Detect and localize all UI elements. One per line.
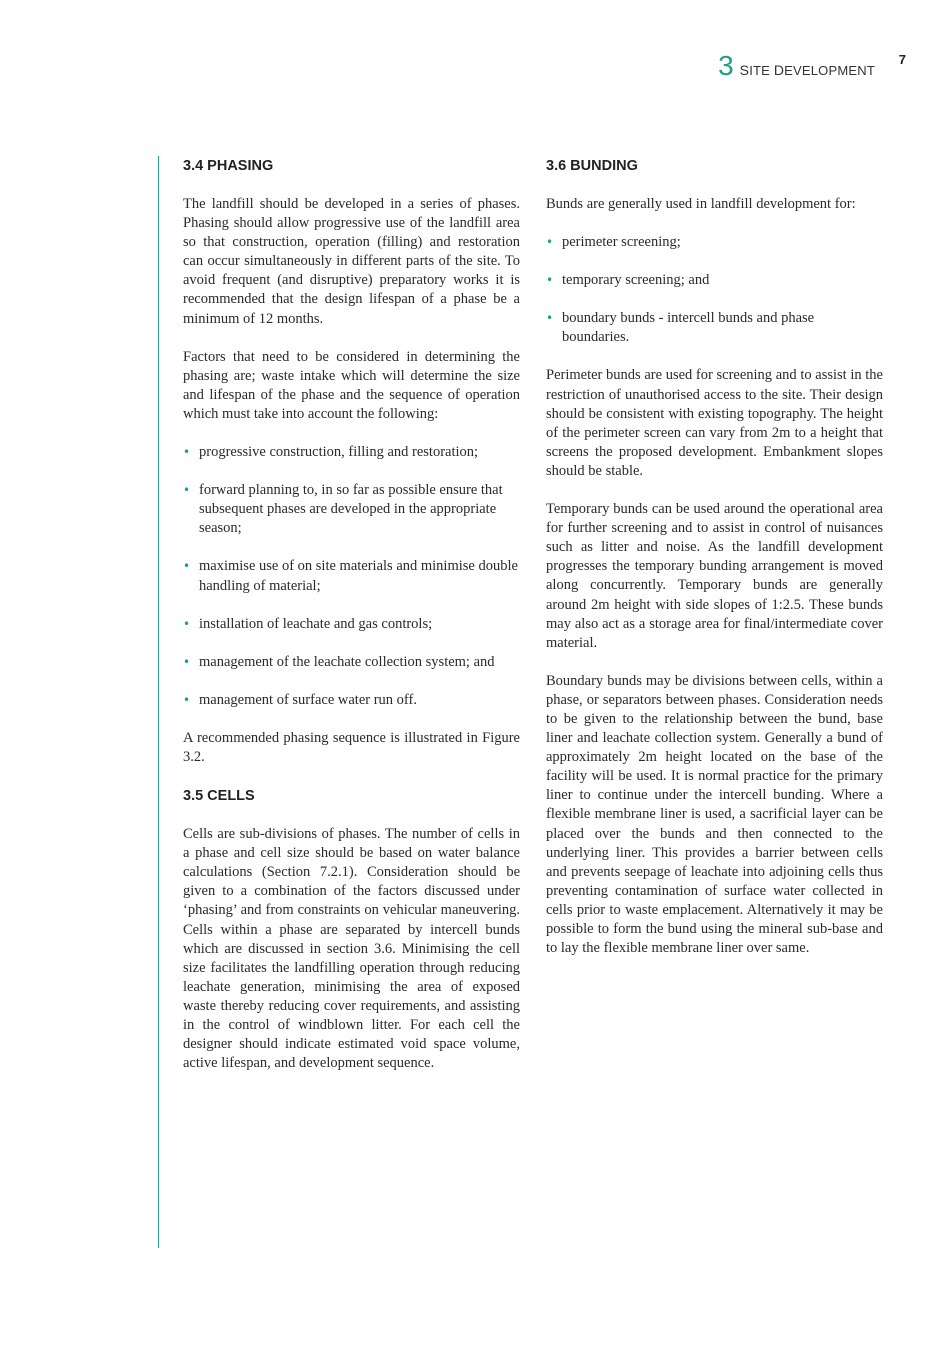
paragraph: Perimeter bunds are used for screening and to assist in the restriction of unauthorised access to the site. Their design should be consistent with existing topography. The height of the perimeter screen can vary from 2m to a height that screens the proposed development. Embankment slopes should be stable. [546, 367, 883, 479]
chapter-number: 3 [718, 50, 734, 81]
list-item: • forward planning to, in so far as possible ensure that subsequent phases are developed in the appropriate season; [183, 481, 520, 538]
paragraph: Bunds are generally used in landfill development for: [546, 196, 856, 212]
chapter-title: SITE DEVELOPMENT [739, 62, 875, 78]
list-item: • maximise use of on site materials and minimise double handling of material; [183, 557, 520, 595]
paragraph: The landfill should be developed in a series of phases. Phasing should allow progressive use of the landfill area so that construction, operation (filling) and restoration can occur simultaneously in different parts of the site. To avoid frequent (and disruptive) preparatory works it is recommended that the design lifespan of a phase be a minimum of 12 months. [183, 196, 520, 327]
list-item: • temporary screening; and [546, 271, 883, 290]
margin-rule [158, 156, 159, 1248]
list-item: • management of the leachate collection system; and [183, 653, 520, 672]
section-heading-bunding: 3.6 BUNDING [546, 158, 638, 174]
running-header [718, 52, 875, 80]
page-number: 7 [898, 52, 906, 67]
list-item: • progressive construction, filling and restoration; [183, 443, 520, 462]
list-item: • boundary bunds - intercell bunds and phase boundaries. [546, 309, 883, 347]
list-item: • installation of leachate and gas controls; [183, 615, 520, 634]
paragraph: Cells are sub-divisions of phases. The number of cells in a phase and cell size should be based on water balance calculations (Section 7.2.1). Consideration should be given to a combination of the factors discussed under ‘phasing’ and from constraints on vehicular maneuvering. Cells within a phase are separated by intercell bunds which are discussed in section 3.6. Minimising the cell size facilitates the landfilling operation through reducing leachate generation, minimising the area of exposed waste thereby reducing cover requirements, and assisting in the control of windblown litter. For each cell the designer should indicate estimated void space volume, active lifespan, and development sequence. [183, 826, 520, 1072]
phasing-bullet-list [183, 443, 520, 710]
bunding-bullet-list [546, 233, 883, 347]
section-heading-cells: 3.5 CELLS [183, 788, 255, 805]
paragraph: Boundary bunds may be divisions between cells, within a phase, or separators between phases. Consideration needs to be given to the relationship between the bund, base liner and leachate collection system. Generally a bund of approximately 2m height located on the base of the facility will be used. It is normal practice for the primary liner to continue under the intercell bunding. Where a flexible membrane liner is used, a sacrificial layer can be placed over the bunds and then connected to the underlying liner. This provides a barrier between cells and prevents seepage of leachate into adjoining cells thus preventing contamination of surface water collected in cells prior to waste emplacement. Alternatively it may be possible to form the bund using the mineral sub-base and to lay the flexible membrane liner over same. [546, 672, 883, 957]
paragraph: A recommended phasing sequence is illustrated in Figure 3.2. [183, 729, 520, 765]
paragraph: Factors that need to be considered in determining the phasing are; waste intake which will determine the size and lifespan of the phase and the sequence of operation which must take into account the following: [183, 348, 520, 422]
list-item: • management of surface water run off. [183, 691, 520, 710]
paragraph: Temporary bunds can be used around the operational area for further screening and to assist in control of nuisances such as litter and noise. As the landfill development progresses the temporary bunding arrangement is moved along concurrently. Temporary bunds are generally around 2m height with side slopes of 1:2.5. These bunds may also act as a storage area for final/intermediate cover material. [546, 501, 883, 651]
left-column [183, 156, 520, 1073]
list-item: • perimeter screening; [546, 233, 883, 252]
section-heading-phasing: 3.4 PHASING [183, 158, 274, 174]
right-column [546, 156, 883, 958]
